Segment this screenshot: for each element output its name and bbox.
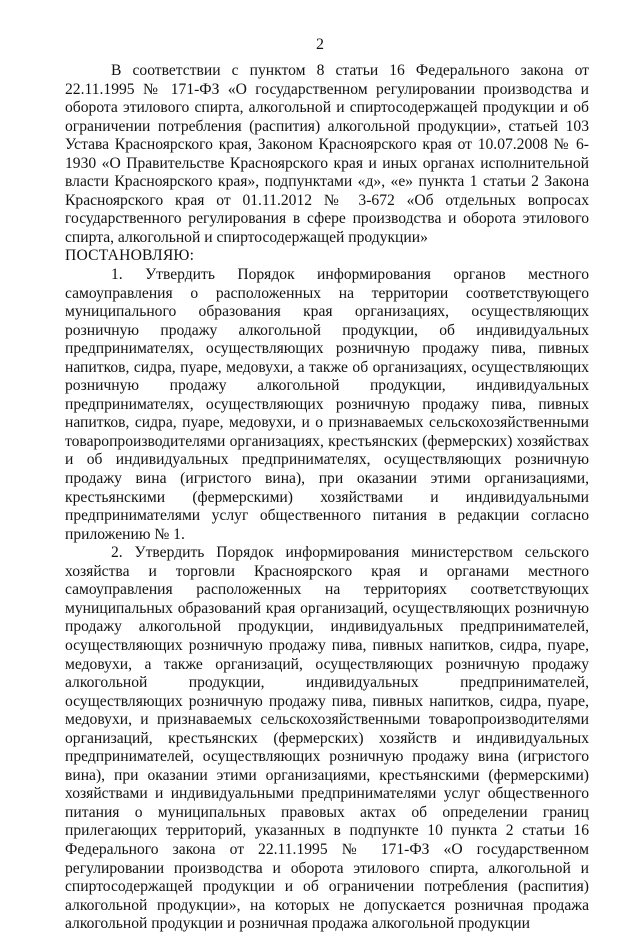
item-1-paragraph: 1. Утвердить Порядок информирования органов местного самоуправления о расположенных на территории соответствующего муниципального образования края организациях, осуществляющих розничную продажу алкогольной продукции, об индивидуальных предпринимателях, осуществляющих розничную продажу пива, пивных напитков, сидра, пуаре, медовухи, а также об организациях, осуществляющих розничную продажу алкогольной продукции, индивидуальных предпринимателях, осуществляющих розничную продажу пива, пивных напитков, сидра, пуаре, медовухи, и о признаваемых сельскохозяйственными товаропроизводителями организациях, крестьянских (фермерских) хозяйствах и об индивидуальных предпринимателях, осуществляющих розничную продажу вина (игристого вина), при оказании этими организациями, крестьянскими (фермерскими) хозяйствами и индивидуальными предпринимателями услуг общественного питания в редакции согласно приложению № 1. (65, 266, 589, 543)
page-number: 2 (316, 36, 324, 53)
document-body (65, 62, 589, 934)
decree-word: ПОСТАНОВЛЯЮ: (65, 247, 195, 265)
preamble-paragraph: В соответствии с пунктом 8 статьи 16 Федерального закона от 22.11.1995 № 171-ФЗ «О государственном регулировании производства и оборота этилового спирта, алкогольной и спиртосодержащей продукции и об ограничении потребления (распития) алкогольной продукции», статьей 103 Устава Красноярского края, Законом Красноярского края от 10.07.2008 № 6-1930 «О Правительстве Красноярского края и иных органах исполнительной власти Красноярского края», подпунктами «д», «е» пункта 1 статьи 2 Закона Красноярского края от 01.11.2012 № 3-672 «Об отдельных вопросах государственного регулирования в сфере производства и оборота этилового спирта, алкогольной и спиртосодержащей продукции» (65, 62, 589, 246)
item-2-paragraph: 2. Утвердить Порядок информирования министерством сельского хозяйства и торговли Красноярского края и органами местного самоуправления расположенных на территориях соответствующих муниципальных образований края организаций, осуществляющих розничную продажу алкогольной продукции, индивидуальных предпринимателей, осуществляющих розничную продажу пива, пивных напитков, сидра, пуаре, медовухи, а также организаций, осуществляющих розничную продажу алкогольной продукции, индивидуальных предпринимателей, осуществляющих розничную продажу пива, пивных напитков, сидра, пуаре, медовухи, и признаваемых сельскохозяйственными товаропроизводителями организаций, крестьянских (фермерских) хозяйств и индивидуальных предпринимателей, осуществляющих розничную продажу вина (игристого вина), при оказании этими организациями, крестьянскими (фермерскими) хозяйствами и индивидуальными предпринимателями услуг общественного питания о муниципальных правовых актах об определении границ прилегающих территорий, указанных в подпункте 10 пункта 2 статьи 16 Федерального закона от 22.11.1995 № 171-ФЗ «О государственном регулировании производства и оборота этилового спирта, алкогольной и спиртосодержащей продукции и об ограничении потребления (распития) алкогольной продукции», на которых не допускается розничная продажа алкогольной продукции и розничная продажа алкогольной продукции (65, 544, 589, 933)
